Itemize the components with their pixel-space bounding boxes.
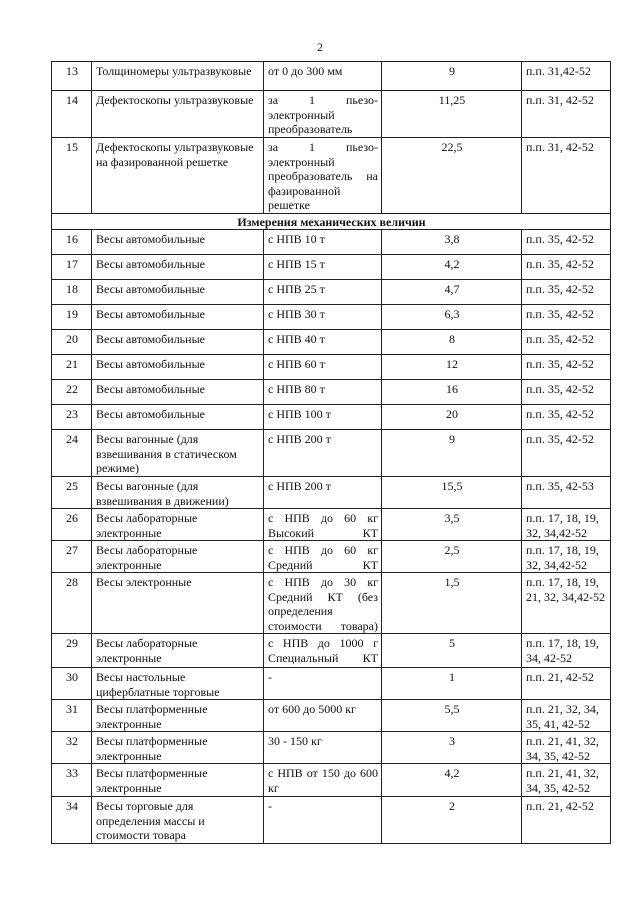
tariff-reference: п.п. 35, 42-52	[522, 330, 611, 355]
row-number: 14	[52, 91, 92, 138]
table-row	[52, 430, 611, 477]
price-list-table	[51, 61, 611, 844]
tariff-reference: п.п. 35, 42-52	[522, 380, 611, 405]
tariff-reference: п.п. 35, 42-52	[522, 280, 611, 305]
price-value: 22,5	[382, 138, 522, 214]
measurement-range: за 1 пьезо-электронный преобразователь на фазированной решетке	[264, 138, 382, 214]
measurement-range: от 600 до 5000 кг	[264, 700, 382, 732]
price-value: 4,2	[382, 764, 522, 797]
table-row	[52, 380, 611, 405]
table-row	[52, 477, 611, 509]
instrument-name: Весы платформенные электронные	[92, 732, 264, 764]
instrument-name: Весы торговые для определения массы и стоимости товара	[92, 797, 264, 844]
measurement-range: с НПВ 40 т	[264, 330, 382, 355]
measurement-range: 30 - 150 кг	[264, 732, 382, 764]
table-row	[52, 797, 611, 844]
tariff-reference: п.п. 31, 42-52	[522, 138, 611, 214]
instrument-name: Весы автомобильные	[92, 405, 264, 430]
instrument-name: Дефектоскопы ультразвуковые на фазированной решетке	[92, 138, 264, 214]
instrument-name: Весы лабораторные электронные	[92, 509, 264, 541]
table-row	[52, 355, 611, 380]
measurement-range: с НПВ 200 т	[264, 430, 382, 477]
tariff-reference: п.п. 17, 18, 19, 34, 42-52	[522, 634, 611, 668]
measurement-range: с НПВ 200 т	[264, 477, 382, 509]
table-row	[52, 634, 611, 668]
row-number: 22	[52, 380, 92, 405]
section-header-body	[52, 214, 611, 230]
section-title: Измерения механических величин	[52, 214, 611, 230]
measurement-range: с НПВ 80 т	[264, 380, 382, 405]
tariff-reference: п.п. 35, 42-52	[522, 430, 611, 477]
tariff-reference: п.п. 17, 18, 19, 21, 32, 34,42-52	[522, 573, 611, 634]
price-value: 1,5	[382, 573, 522, 634]
tariff-reference: п.п. 35, 42-52	[522, 230, 611, 255]
row-number: 18	[52, 280, 92, 305]
price-value: 9	[382, 62, 522, 91]
instrument-name: Весы электронные	[92, 573, 264, 634]
price-value: 5	[382, 634, 522, 668]
table-row	[52, 541, 611, 573]
measurement-range: -	[264, 797, 382, 844]
price-value: 11,25	[382, 91, 522, 138]
measurement-range: с НПВ 25 т	[264, 280, 382, 305]
table-row	[52, 280, 611, 305]
price-value: 16	[382, 380, 522, 405]
table-row	[52, 700, 611, 732]
row-number: 33	[52, 764, 92, 797]
instrument-name: Весы автомобильные	[92, 255, 264, 280]
measurement-range: с НПВ до 60 кг Высокий КТ	[264, 509, 382, 541]
price-value: 9	[382, 430, 522, 477]
price-value: 8	[382, 330, 522, 355]
row-number: 32	[52, 732, 92, 764]
tariff-reference: п.п. 21, 41, 32, 34, 35, 42-52	[522, 764, 611, 797]
row-number: 16	[52, 230, 92, 255]
row-number: 26	[52, 509, 92, 541]
tariff-reference: п.п. 35, 42-53	[522, 477, 611, 509]
row-number: 17	[52, 255, 92, 280]
table-row	[52, 573, 611, 634]
measurement-range: с НПВ до 60 кг Средний КТ	[264, 541, 382, 573]
price-value: 20	[382, 405, 522, 430]
tariff-reference: п.п. 31,42-52	[522, 62, 611, 91]
instrument-name: Весы платформенные электронные	[92, 764, 264, 797]
measurement-range: с НПВ до 1000 г Специальный КТ	[264, 634, 382, 668]
instrument-name: Весы лабораторные электронные	[92, 541, 264, 573]
tariff-reference: п.п. 21, 41, 32, 34, 35, 42-52	[522, 732, 611, 764]
measurement-range: с НПВ 30 т	[264, 305, 382, 330]
row-number: 23	[52, 405, 92, 430]
instrument-name: Весы вагонные (для взвешивания в движении)	[92, 477, 264, 509]
price-value: 3,5	[382, 509, 522, 541]
measurement-range: от 0 до 300 мм	[264, 62, 382, 91]
table-row	[52, 255, 611, 280]
table-body-after-section	[52, 230, 611, 844]
price-value: 15,5	[382, 477, 522, 509]
instrument-name: Весы автомобильные	[92, 355, 264, 380]
instrument-name: Весы платформенные электронные	[92, 700, 264, 732]
instrument-name: Весы автомобильные	[92, 230, 264, 255]
instrument-name: Весы настольные циферблатные торговые	[92, 668, 264, 700]
tariff-reference: п.п. 35, 42-52	[522, 355, 611, 380]
table-row	[52, 405, 611, 430]
row-number: 20	[52, 330, 92, 355]
tariff-reference: п.п. 35, 42-52	[522, 405, 611, 430]
tariff-reference: п.п. 21, 42-52	[522, 668, 611, 700]
row-number: 30	[52, 668, 92, 700]
table-row	[52, 138, 611, 214]
tariff-reference: п.п. 35, 42-52	[522, 255, 611, 280]
measurement-range: с НПВ 60 т	[264, 355, 382, 380]
row-number: 28	[52, 573, 92, 634]
row-number: 19	[52, 305, 92, 330]
instrument-name: Толщиномеры ультразвуковые	[92, 62, 264, 91]
measurement-range: с НПВ 100 т	[264, 405, 382, 430]
tariff-reference: п.п. 35, 42-52	[522, 305, 611, 330]
instrument-name: Дефектоскопы ультразвуковые	[92, 91, 264, 138]
measurement-range: с НПВ 15 т	[264, 255, 382, 280]
section-header-row	[52, 214, 611, 230]
table-row	[52, 91, 611, 138]
row-number: 34	[52, 797, 92, 844]
instrument-name: Весы автомобильные	[92, 330, 264, 355]
row-number: 27	[52, 541, 92, 573]
measurement-range: с НПВ до 30 кг Средний КТ (без определения стоимости товара)	[264, 573, 382, 634]
page-number: 2	[317, 40, 323, 54]
price-value: 3	[382, 732, 522, 764]
price-value: 4,2	[382, 255, 522, 280]
instrument-name: Весы лабораторные электронные	[92, 634, 264, 668]
row-number: 21	[52, 355, 92, 380]
tariff-reference: п.п. 17, 18, 19, 32, 34,42-52	[522, 509, 611, 541]
row-number: 24	[52, 430, 92, 477]
row-number: 15	[52, 138, 92, 214]
tariff-reference: п.п. 21, 32, 34, 35, 41, 42-52	[522, 700, 611, 732]
instrument-name: Весы автомобильные	[92, 280, 264, 305]
tariff-reference: п.п. 17, 18, 19, 32, 34,42-52	[522, 541, 611, 573]
measurement-range: с НПВ 10 т	[264, 230, 382, 255]
price-value: 5,5	[382, 700, 522, 732]
price-value: 12	[382, 355, 522, 380]
measurement-range: с НПВ от 150 до 600 кг	[264, 764, 382, 797]
price-value: 1	[382, 668, 522, 700]
price-value: 3,8	[382, 230, 522, 255]
measurement-range: за 1 пьезо-электронный преобразователь	[264, 91, 382, 138]
row-number: 13	[52, 62, 92, 91]
row-number: 31	[52, 700, 92, 732]
table-row	[52, 509, 611, 541]
row-number: 29	[52, 634, 92, 668]
price-value: 4,7	[382, 280, 522, 305]
table-row	[52, 230, 611, 255]
table-body-before-section	[52, 62, 611, 214]
tariff-reference: п.п. 31, 42-52	[522, 91, 611, 138]
price-value: 2,5	[382, 541, 522, 573]
table-row	[52, 62, 611, 91]
price-value: 6,3	[382, 305, 522, 330]
table-row	[52, 305, 611, 330]
table-row	[52, 732, 611, 764]
measurement-range: -	[264, 668, 382, 700]
row-number: 25	[52, 477, 92, 509]
instrument-name: Весы автомобильные	[92, 380, 264, 405]
table-row	[52, 764, 611, 797]
table-row	[52, 668, 611, 700]
tariff-reference: п.п. 21, 42-52	[522, 797, 611, 844]
price-value: 2	[382, 797, 522, 844]
instrument-name: Весы вагонные (для взвешивания в статическом режиме)	[92, 430, 264, 477]
table-row	[52, 330, 611, 355]
instrument-name: Весы автомобильные	[92, 305, 264, 330]
